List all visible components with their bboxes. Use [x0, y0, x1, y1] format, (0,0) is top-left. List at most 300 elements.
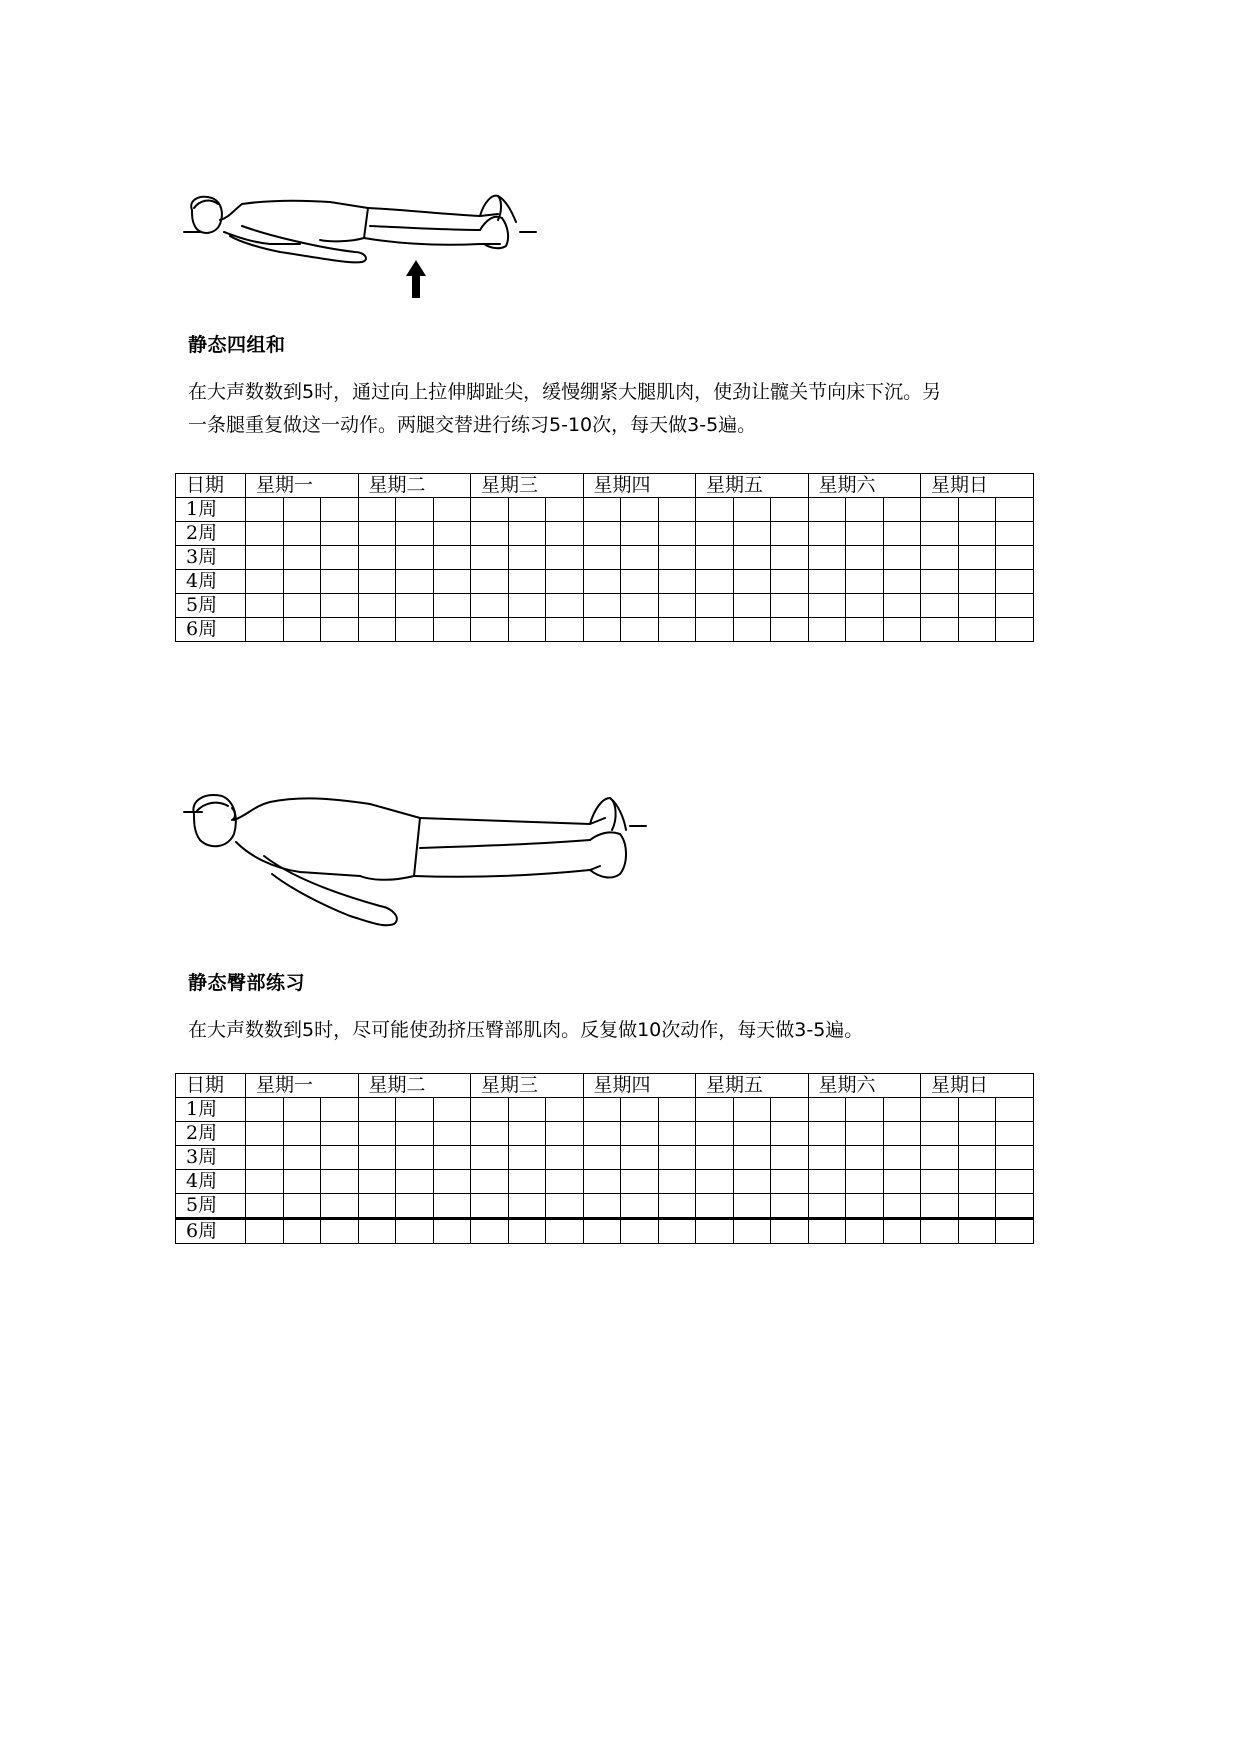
section1-description — [188, 376, 1088, 442]
log-cell[interactable] — [996, 594, 1034, 618]
log-cell[interactable] — [433, 1194, 471, 1219]
log-cell[interactable] — [958, 570, 996, 594]
log-cell[interactable] — [283, 522, 321, 546]
log-cell[interactable] — [471, 1122, 509, 1146]
log-cell[interactable] — [246, 1219, 284, 1244]
log-cell[interactable] — [996, 1219, 1034, 1244]
log-cell[interactable] — [283, 546, 321, 570]
log-cell[interactable] — [921, 618, 959, 642]
log-cell[interactable] — [508, 618, 546, 642]
log-cell[interactable] — [996, 1170, 1034, 1194]
log-cell[interactable] — [696, 546, 734, 570]
log-cell[interactable] — [358, 618, 396, 642]
table-row — [176, 1122, 1034, 1146]
section1-title: 静态四组和 — [188, 334, 286, 356]
log-cell[interactable] — [996, 498, 1034, 522]
log-cell[interactable] — [846, 1194, 884, 1219]
log-cell[interactable] — [583, 618, 621, 642]
log-cell[interactable] — [921, 1194, 959, 1219]
log-cell[interactable] — [396, 1122, 434, 1146]
log-cell[interactable] — [358, 546, 396, 570]
log-cell[interactable] — [921, 594, 959, 618]
table-header-row — [176, 474, 1034, 498]
log-cell[interactable] — [921, 1122, 959, 1146]
week-label: 1周 — [176, 1098, 246, 1122]
log-cell[interactable] — [358, 1146, 396, 1170]
log-cell[interactable] — [546, 594, 584, 618]
log-cell[interactable] — [508, 1122, 546, 1146]
log-cell[interactable] — [921, 1098, 959, 1122]
log-cell[interactable] — [358, 594, 396, 618]
log-cell[interactable] — [808, 1194, 846, 1219]
log-cell[interactable] — [883, 1122, 921, 1146]
log-cell[interactable] — [583, 1170, 621, 1194]
log-cell[interactable] — [321, 570, 359, 594]
week-label: 5周 — [176, 1194, 246, 1219]
log-cell[interactable] — [583, 1194, 621, 1219]
log-cell[interactable] — [733, 1146, 771, 1170]
week-label: 2周 — [176, 522, 246, 546]
log-cell[interactable] — [921, 1219, 959, 1244]
log-cell[interactable] — [396, 618, 434, 642]
log-cell[interactable] — [658, 1098, 696, 1122]
log-cell[interactable] — [583, 522, 621, 546]
table-row — [176, 1194, 1034, 1219]
log-cell[interactable] — [433, 546, 471, 570]
week-label: 4周 — [176, 1170, 246, 1194]
log-cell[interactable] — [246, 498, 284, 522]
day-header: 星期三 — [471, 474, 584, 498]
log-cell[interactable] — [621, 570, 659, 594]
log-cell[interactable] — [246, 522, 284, 546]
section2-title: 静态臀部练习 — [188, 972, 306, 994]
log-cell[interactable] — [621, 546, 659, 570]
log-cell[interactable] — [733, 1098, 771, 1122]
log-cell[interactable] — [733, 618, 771, 642]
log-cell[interactable] — [358, 1170, 396, 1194]
day-header: 星期四 — [583, 474, 696, 498]
log-cell[interactable] — [283, 498, 321, 522]
log-cell[interactable] — [771, 1219, 809, 1244]
log-cell[interactable] — [321, 1098, 359, 1122]
log-cell[interactable] — [996, 1146, 1034, 1170]
log-cell[interactable] — [546, 1098, 584, 1122]
log-cell[interactable] — [846, 1146, 884, 1170]
log-cell[interactable] — [658, 498, 696, 522]
log-cell[interactable] — [321, 546, 359, 570]
log-cell[interactable] — [696, 618, 734, 642]
day-header: 星期四 — [583, 1074, 696, 1098]
log-cell[interactable] — [246, 546, 284, 570]
week-label: 3周 — [176, 1146, 246, 1170]
log-cell[interactable] — [283, 1146, 321, 1170]
log-cell[interactable] — [846, 1098, 884, 1122]
supine-buttock-illustration — [180, 790, 650, 940]
log-cell[interactable] — [583, 1098, 621, 1122]
log-cell[interactable] — [471, 570, 509, 594]
log-cell[interactable] — [433, 618, 471, 642]
day-header: 星期六 — [808, 474, 921, 498]
section2-log-table — [175, 1073, 1034, 1244]
log-cell[interactable] — [733, 570, 771, 594]
log-cell[interactable] — [808, 498, 846, 522]
log-cell[interactable] — [321, 498, 359, 522]
log-cell[interactable] — [546, 546, 584, 570]
log-cell[interactable] — [246, 1194, 284, 1219]
log-cell[interactable] — [621, 1170, 659, 1194]
log-cell[interactable] — [621, 618, 659, 642]
log-cell[interactable] — [433, 1170, 471, 1194]
log-cell[interactable] — [471, 594, 509, 618]
table-row — [176, 1219, 1034, 1244]
log-cell[interactable] — [958, 546, 996, 570]
log-cell[interactable] — [808, 1146, 846, 1170]
log-cell[interactable] — [433, 1122, 471, 1146]
log-cell[interactable] — [658, 1219, 696, 1244]
log-cell[interactable] — [471, 1146, 509, 1170]
log-cell[interactable] — [358, 1098, 396, 1122]
log-cell[interactable] — [846, 1170, 884, 1194]
log-cell[interactable] — [471, 1194, 509, 1219]
log-cell[interactable] — [696, 1146, 734, 1170]
table-row — [176, 618, 1034, 642]
section1-desc-line1: 在大声数数到5时，通过向上拉伸脚趾尖，缓慢绷紧大腿肌肉，使劲让髋关节向床下沉。另 — [188, 381, 942, 403]
log-cell[interactable] — [621, 1146, 659, 1170]
log-cell[interactable] — [658, 570, 696, 594]
day-header: 星期一 — [246, 1074, 359, 1098]
log-cell[interactable] — [583, 570, 621, 594]
supine-leg-illustration — [180, 190, 540, 305]
log-cell[interactable] — [508, 1098, 546, 1122]
log-cell[interactable] — [696, 594, 734, 618]
log-cell[interactable] — [808, 522, 846, 546]
log-cell[interactable] — [846, 618, 884, 642]
corner-cell: 日期 — [176, 1074, 246, 1098]
log-cell[interactable] — [883, 1170, 921, 1194]
log-cell[interactable] — [808, 594, 846, 618]
log-cell[interactable] — [396, 1146, 434, 1170]
log-cell[interactable] — [508, 498, 546, 522]
log-cell[interactable] — [246, 570, 284, 594]
log-cell[interactable] — [471, 498, 509, 522]
log-cell[interactable] — [846, 546, 884, 570]
log-cell[interactable] — [883, 1194, 921, 1219]
log-cell[interactable] — [883, 1098, 921, 1122]
log-cell[interactable] — [771, 1146, 809, 1170]
log-cell[interactable] — [321, 522, 359, 546]
log-cell[interactable] — [808, 1170, 846, 1194]
log-cell[interactable] — [771, 522, 809, 546]
log-cell[interactable] — [996, 522, 1034, 546]
log-cell[interactable] — [771, 1122, 809, 1146]
log-cell[interactable] — [883, 1146, 921, 1170]
week-label: 3周 — [176, 546, 246, 570]
table-row — [176, 522, 1034, 546]
log-cell[interactable] — [321, 1170, 359, 1194]
log-cell[interactable] — [621, 1219, 659, 1244]
section1-desc-line2: 一条腿重复做这一动作。两腿交替进行练习5-10次，每天做3-5遍。 — [188, 414, 757, 436]
day-header: 星期三 — [471, 1074, 584, 1098]
log-cell[interactable] — [246, 1122, 284, 1146]
log-cell[interactable] — [996, 618, 1034, 642]
log-cell[interactable] — [471, 522, 509, 546]
log-cell[interactable] — [696, 1122, 734, 1146]
log-cell[interactable] — [771, 1194, 809, 1219]
log-cell[interactable] — [733, 1170, 771, 1194]
log-cell[interactable] — [396, 570, 434, 594]
log-cell[interactable] — [921, 546, 959, 570]
log-cell[interactable] — [508, 1146, 546, 1170]
log-cell[interactable] — [733, 546, 771, 570]
log-cell[interactable] — [396, 1194, 434, 1219]
log-cell[interactable] — [658, 522, 696, 546]
log-cell[interactable] — [921, 570, 959, 594]
log-cell[interactable] — [958, 498, 996, 522]
log-cell[interactable] — [396, 594, 434, 618]
log-cell[interactable] — [958, 1122, 996, 1146]
day-header: 星期五 — [696, 1074, 809, 1098]
section2-desc-line1: 在大声数数到5时，尽可能使劲挤压臀部肌肉。反复做10次动作，每天做3-5遍。 — [188, 1019, 864, 1041]
log-cell[interactable] — [621, 522, 659, 546]
log-cell[interactable] — [546, 1146, 584, 1170]
log-cell[interactable] — [658, 1194, 696, 1219]
log-cell[interactable] — [358, 570, 396, 594]
log-cell[interactable] — [958, 1098, 996, 1122]
log-cell[interactable] — [958, 1219, 996, 1244]
log-cell[interactable] — [733, 594, 771, 618]
day-header: 星期二 — [358, 474, 471, 498]
log-cell[interactable] — [733, 1219, 771, 1244]
log-cell[interactable] — [283, 594, 321, 618]
log-cell[interactable] — [621, 1194, 659, 1219]
log-cell[interactable] — [696, 1194, 734, 1219]
log-cell[interactable] — [883, 522, 921, 546]
log-cell[interactable] — [433, 1098, 471, 1122]
log-cell[interactable] — [771, 1170, 809, 1194]
table-row — [176, 1170, 1034, 1194]
log-cell[interactable] — [846, 498, 884, 522]
log-cell[interactable] — [471, 618, 509, 642]
log-cell[interactable] — [433, 1146, 471, 1170]
log-cell[interactable] — [508, 1194, 546, 1219]
log-cell[interactable] — [246, 594, 284, 618]
log-cell[interactable] — [921, 522, 959, 546]
log-cell[interactable] — [546, 1219, 584, 1244]
log-cell[interactable] — [696, 1219, 734, 1244]
week-label: 2周 — [176, 1122, 246, 1146]
log-cell[interactable] — [508, 1170, 546, 1194]
log-cell[interactable] — [733, 522, 771, 546]
log-cell[interactable] — [283, 1219, 321, 1244]
log-cell[interactable] — [958, 594, 996, 618]
log-cell[interactable] — [883, 498, 921, 522]
log-cell[interactable] — [283, 1170, 321, 1194]
log-cell[interactable] — [621, 1098, 659, 1122]
log-cell[interactable] — [321, 594, 359, 618]
log-cell[interactable] — [733, 498, 771, 522]
log-cell[interactable] — [958, 522, 996, 546]
log-cell[interactable] — [883, 1219, 921, 1244]
log-cell[interactable] — [921, 1146, 959, 1170]
corner-cell: 日期 — [176, 474, 246, 498]
log-cell[interactable] — [621, 1122, 659, 1146]
log-cell[interactable] — [846, 1122, 884, 1146]
log-cell[interactable] — [433, 522, 471, 546]
log-cell[interactable] — [546, 1122, 584, 1146]
log-cell[interactable] — [583, 1122, 621, 1146]
log-cell[interactable] — [771, 546, 809, 570]
log-cell[interactable] — [583, 1146, 621, 1170]
log-cell[interactable] — [583, 498, 621, 522]
week-label: 4周 — [176, 570, 246, 594]
log-cell[interactable] — [921, 498, 959, 522]
log-cell[interactable] — [433, 594, 471, 618]
log-cell[interactable] — [958, 618, 996, 642]
log-cell[interactable] — [583, 594, 621, 618]
log-cell[interactable] — [808, 618, 846, 642]
log-cell[interactable] — [583, 546, 621, 570]
log-cell[interactable] — [396, 546, 434, 570]
week-label: 5周 — [176, 594, 246, 618]
log-cell[interactable] — [283, 1194, 321, 1219]
log-cell[interactable] — [471, 1170, 509, 1194]
log-cell[interactable] — [508, 546, 546, 570]
log-cell[interactable] — [958, 1146, 996, 1170]
log-cell[interactable] — [246, 618, 284, 642]
log-cell[interactable] — [621, 498, 659, 522]
log-cell[interactable] — [508, 594, 546, 618]
log-cell[interactable] — [883, 546, 921, 570]
log-cell[interactable] — [658, 618, 696, 642]
table-header-row — [176, 1074, 1034, 1098]
log-cell[interactable] — [508, 1219, 546, 1244]
log-cell[interactable] — [733, 1194, 771, 1219]
log-cell[interactable] — [321, 1146, 359, 1170]
log-cell[interactable] — [396, 498, 434, 522]
log-cell[interactable] — [321, 1122, 359, 1146]
log-cell[interactable] — [846, 594, 884, 618]
log-cell[interactable] — [246, 1170, 284, 1194]
log-cell[interactable] — [358, 1122, 396, 1146]
log-cell[interactable] — [433, 570, 471, 594]
log-cell[interactable] — [771, 498, 809, 522]
table-row — [176, 570, 1034, 594]
table-row — [176, 1098, 1034, 1122]
log-cell[interactable] — [508, 570, 546, 594]
log-cell[interactable] — [396, 1219, 434, 1244]
log-cell[interactable] — [771, 570, 809, 594]
log-cell[interactable] — [508, 522, 546, 546]
log-cell[interactable] — [358, 1219, 396, 1244]
log-cell[interactable] — [771, 618, 809, 642]
log-cell[interactable] — [546, 618, 584, 642]
log-cell[interactable] — [846, 570, 884, 594]
log-cell[interactable] — [321, 1194, 359, 1219]
log-cell[interactable] — [396, 1098, 434, 1122]
log-cell[interactable] — [658, 1146, 696, 1170]
log-cell[interactable] — [996, 1122, 1034, 1146]
log-cell[interactable] — [658, 1170, 696, 1194]
log-cell[interactable] — [358, 522, 396, 546]
log-cell[interactable] — [996, 1098, 1034, 1122]
log-cell[interactable] — [883, 570, 921, 594]
log-cell[interactable] — [621, 594, 659, 618]
log-cell[interactable] — [808, 546, 846, 570]
log-cell[interactable] — [996, 570, 1034, 594]
log-cell[interactable] — [996, 1194, 1034, 1219]
section2-description — [188, 1014, 1088, 1047]
log-cell[interactable] — [546, 498, 584, 522]
log-cell[interactable] — [808, 1122, 846, 1146]
log-cell[interactable] — [471, 1219, 509, 1244]
log-cell[interactable] — [283, 570, 321, 594]
log-cell[interactable] — [808, 570, 846, 594]
log-cell[interactable] — [546, 1194, 584, 1219]
day-header: 星期日 — [921, 474, 1034, 498]
log-cell[interactable] — [433, 498, 471, 522]
log-cell[interactable] — [246, 1098, 284, 1122]
log-cell[interactable] — [696, 570, 734, 594]
day-header: 星期五 — [696, 474, 809, 498]
log-cell[interactable] — [471, 1098, 509, 1122]
log-cell[interactable] — [546, 1170, 584, 1194]
log-cell[interactable] — [808, 1098, 846, 1122]
week-label: 6周 — [176, 618, 246, 642]
log-cell[interactable] — [658, 546, 696, 570]
log-cell[interactable] — [471, 546, 509, 570]
log-cell[interactable] — [733, 1122, 771, 1146]
log-cell[interactable] — [321, 1219, 359, 1244]
log-cell[interactable] — [283, 1122, 321, 1146]
log-cell[interactable] — [358, 498, 396, 522]
log-cell[interactable] — [771, 1098, 809, 1122]
log-cell[interactable] — [283, 618, 321, 642]
day-header: 星期日 — [921, 1074, 1034, 1098]
log-cell[interactable] — [396, 1170, 434, 1194]
log-cell[interactable] — [883, 594, 921, 618]
log-cell[interactable] — [958, 1194, 996, 1219]
log-cell[interactable] — [846, 522, 884, 546]
log-cell[interactable] — [658, 594, 696, 618]
log-cell[interactable] — [658, 1122, 696, 1146]
log-cell[interactable] — [771, 594, 809, 618]
log-cell[interactable] — [696, 522, 734, 546]
table-row — [176, 498, 1034, 522]
log-cell[interactable] — [808, 1219, 846, 1244]
log-cell[interactable] — [246, 1146, 284, 1170]
week-label: 6周 — [176, 1219, 246, 1244]
table-row — [176, 546, 1034, 570]
log-cell[interactable] — [433, 1219, 471, 1244]
log-cell[interactable] — [996, 546, 1034, 570]
log-cell[interactable] — [546, 570, 584, 594]
section1-log-table — [175, 473, 1034, 642]
log-cell[interactable] — [921, 1170, 959, 1194]
log-cell[interactable] — [696, 1170, 734, 1194]
log-cell[interactable] — [846, 1219, 884, 1244]
log-cell[interactable] — [696, 1098, 734, 1122]
table-row — [176, 594, 1034, 618]
log-cell[interactable] — [546, 522, 584, 546]
log-cell[interactable] — [283, 1098, 321, 1122]
log-cell[interactable] — [883, 618, 921, 642]
log-cell[interactable] — [696, 498, 734, 522]
log-cell[interactable] — [583, 1219, 621, 1244]
log-cell[interactable] — [321, 618, 359, 642]
log-cell[interactable] — [958, 1170, 996, 1194]
log-cell[interactable] — [358, 1194, 396, 1219]
log-cell[interactable] — [396, 522, 434, 546]
